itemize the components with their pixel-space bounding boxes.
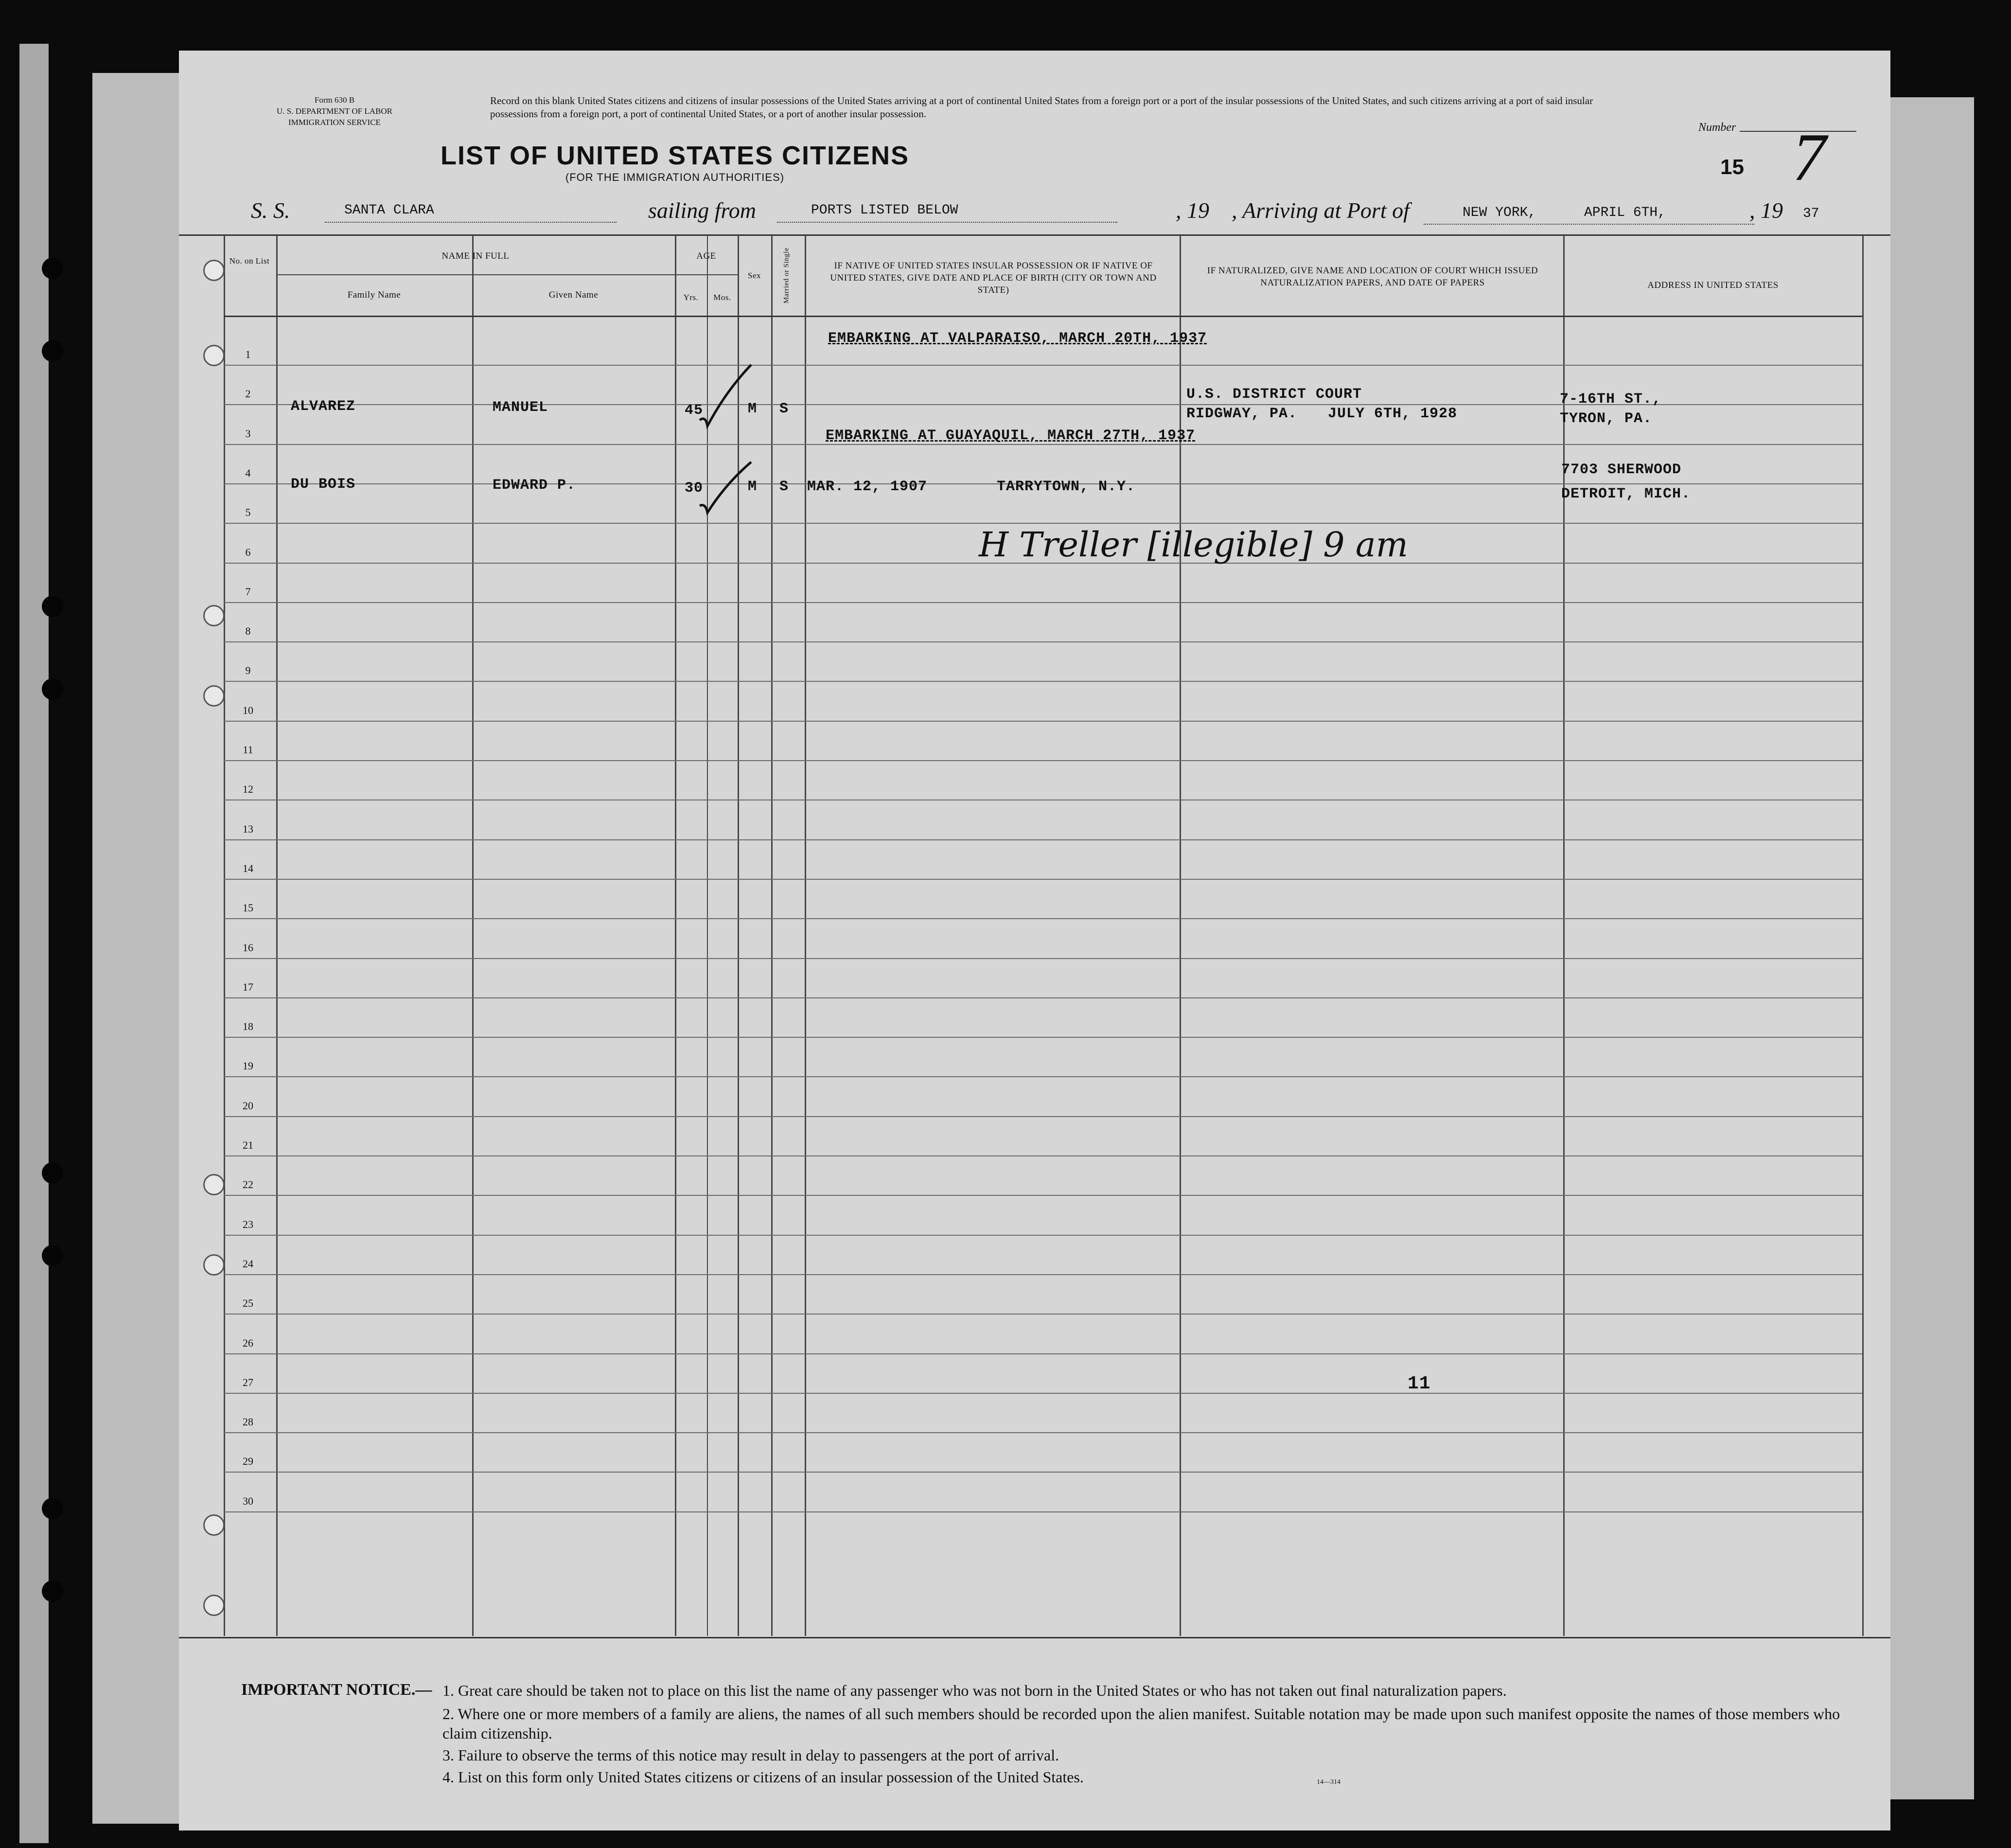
header-mos: Mos. <box>713 293 731 302</box>
row4-given-name: EDWARD P. <box>493 477 576 494</box>
page-number: 15 <box>1720 155 1744 179</box>
row-number: 26 <box>243 1337 253 1349</box>
row-number: 22 <box>243 1178 253 1191</box>
punch-hole <box>203 685 225 707</box>
row-number: 21 <box>243 1139 253 1151</box>
row4-address-city: DETROIT, MICH. <box>1561 486 1691 502</box>
row-rule <box>224 1116 1862 1117</box>
row4-birth-place: TARRYTOWN, N.Y. <box>997 479 1136 495</box>
row-number: 1 <box>245 348 251 360</box>
row-number: 24 <box>243 1258 253 1270</box>
arrival-year: 37 <box>1803 206 1819 221</box>
row-rule <box>224 1511 1862 1512</box>
ss-label: S. S. <box>251 198 290 223</box>
row-rule <box>224 1472 1862 1473</box>
notice-item: 1. Great care should be taken not to place on this list the name of any passenger who was not born in the United States or who has not taken out final naturalization papers. <box>442 1682 1507 1699</box>
row-number: 20 <box>243 1100 253 1112</box>
form-id <box>262 94 407 128</box>
number-label: Number <box>1698 121 1736 134</box>
binder-hole <box>42 1245 63 1266</box>
row-rule <box>224 1353 1862 1354</box>
row-number: 18 <box>243 1020 253 1032</box>
row-number: 29 <box>243 1455 253 1467</box>
header-married-single: Married or Single <box>782 247 791 304</box>
handwritten-note: H Treller [illegible] 9 am <box>979 525 1408 565</box>
form-number: Form 630 B <box>314 95 355 105</box>
row-rule <box>224 1432 1862 1433</box>
header-sex: Sex <box>748 271 761 280</box>
back-sheet-left <box>19 44 49 1843</box>
check-mark-icon <box>697 362 758 430</box>
row-number: 5 <box>245 506 251 518</box>
punch-hole <box>203 345 225 366</box>
embarking-valparaiso: EMBARKING AT VALPARAISO, MARCH 20TH, 1937 <box>828 330 1207 347</box>
name-header-rule <box>276 274 675 275</box>
row-number: 23 <box>243 1218 253 1230</box>
header-birth: IF NATIVE OF UNITED STATES INSULAR POSSESSION OR IF NATIVE OF UNITED STATES, GIVE DATE AND PLACE OF BIRTH (CITY OR TOWN AND STATE) <box>830 261 1157 295</box>
year-label-1: , 19 <box>1176 198 1209 223</box>
punch-hole <box>203 605 225 626</box>
arrival-date: APRIL 6TH, <box>1584 205 1666 220</box>
header-bottom-rule <box>224 316 1862 317</box>
row4-birth-date: MAR. 12, 1907 <box>807 479 928 495</box>
back-sheet-left-2 <box>92 73 190 1824</box>
row4-age: 30 <box>685 480 704 497</box>
punch-hole <box>203 1174 225 1195</box>
punch-hole <box>203 1595 225 1616</box>
binder-hole <box>42 596 63 617</box>
row2-marital: S <box>779 401 789 417</box>
row-rule <box>224 997 1862 998</box>
arrival-underline <box>1424 224 1754 225</box>
row4-marital: S <box>779 479 789 495</box>
row-rule <box>224 918 1862 919</box>
row-number: 13 <box>243 823 253 835</box>
row-rule <box>224 721 1862 722</box>
arriving-label: , Arriving at Port of <box>1232 198 1410 223</box>
page-subtitle: (FOR THE IMMIGRATION AUTHORITIES) <box>565 171 785 183</box>
col-divider-no <box>224 235 225 1636</box>
binder-hole <box>42 1498 63 1519</box>
notice-item: 3. Failure to observe the terms of this notice may result in delay to passengers at the port of arrival. <box>442 1746 1059 1764</box>
header-given-name: Given Name <box>548 290 599 300</box>
form-instructions: Record on this blank United States citizens and citizens of insular possessions of the United States arriving at a port of continental United States from a foreign port or a port of the insular possessions of the United States, and such citizens arriving at a port of said insular possessions from a foreign port, a port of continental United States, or a port of another insular possession. <box>490 95 1593 120</box>
header-naturalized: IF NATURALIZED, GIVE NAME AND LOCATION OF COURT WHICH ISSUED NATURALIZATION PAPERS, AND DATE OF PAPERS <box>1207 266 1538 288</box>
sailing-from: PORTS LISTED BELOW <box>811 203 958 218</box>
row-number: 7 <box>245 586 251 598</box>
back-sheet-right <box>1887 97 1974 1799</box>
row4-sex: M <box>748 479 758 495</box>
binder-hole <box>42 1581 63 1602</box>
row2-court: U.S. DISTRICT COURT <box>1186 386 1362 403</box>
row-rule <box>224 523 1862 524</box>
col-divider-naturalized <box>1180 235 1181 1636</box>
punch-hole <box>203 1514 225 1536</box>
col-divider-birth <box>805 235 806 1636</box>
row-number: 8 <box>245 625 251 637</box>
row-number: 6 <box>245 546 251 558</box>
form-department: U. S. DEPARTMENT OF LABOR <box>277 107 392 116</box>
row-rule <box>224 1314 1862 1315</box>
binder-hole <box>42 258 63 279</box>
year-label-2: , 19 <box>1749 198 1783 223</box>
row-rule <box>224 641 1862 642</box>
col-divider-age <box>675 235 676 1636</box>
row-number: 11 <box>243 744 253 756</box>
header-address: ADDRESS IN UNITED STATES <box>1647 280 1779 290</box>
row-number: 15 <box>243 902 253 914</box>
notice-title: IMPORTANT NOTICE.— <box>241 1681 432 1699</box>
row-rule <box>224 839 1862 840</box>
row-rule <box>224 1076 1862 1077</box>
row2-family-name: ALVAREZ <box>291 398 356 415</box>
manifest-page <box>179 51 1890 1830</box>
row-number: 25 <box>243 1297 253 1309</box>
header-no-on-list: No. on List <box>229 256 270 266</box>
binder-hole <box>42 340 63 362</box>
row2-given-name: MANUEL <box>493 399 548 416</box>
table-bottom-border <box>179 1637 1890 1638</box>
header-age: AGE <box>696 251 716 261</box>
manifest-number: 7 <box>1792 120 1826 195</box>
sailing-from-label: sailing from <box>648 198 756 223</box>
embarking-guayaquil: EMBARKING AT GUAYAQUIL, MARCH 27TH, 1937 <box>826 427 1196 444</box>
header-yrs: Yrs. <box>683 293 699 302</box>
header-family-name: Family Name <box>347 290 401 300</box>
col-divider-sex <box>738 235 739 1636</box>
header-name-in-full: NAME IN FULL <box>441 251 510 261</box>
row-rule <box>224 681 1862 682</box>
form-service: IMMIGRATION SERVICE <box>288 118 381 127</box>
row-number: 19 <box>243 1060 253 1072</box>
row2-court-location: RIDGWAY, PA. <box>1186 406 1298 422</box>
row2-age: 45 <box>685 402 704 419</box>
row-rule <box>224 1155 1862 1156</box>
ship-underline <box>325 222 617 223</box>
notice-item: 2. Where one or more members of a family are aliens, the names of all such members should be recorded upon the alien manifest. Suitable notation may be made upon such manifest opposite the names of those members who claim citizenship. <box>442 1705 1840 1742</box>
age-header-rule <box>675 274 738 275</box>
row2-court-date: JULY 6TH, 1928 <box>1328 406 1458 422</box>
ship-name: SANTA CLARA <box>344 203 434 218</box>
binder-hole <box>42 678 63 700</box>
row-number: 9 <box>245 664 251 676</box>
check-mark-icon <box>697 459 758 517</box>
row-number: 27 <box>243 1376 253 1388</box>
row-number: 14 <box>243 862 253 874</box>
punch-hole <box>203 1254 225 1276</box>
row-number: 10 <box>243 704 253 716</box>
sailing-underline <box>777 222 1117 223</box>
col-divider-given <box>472 235 474 1636</box>
row-number: 4 <box>245 467 251 479</box>
col-divider-address <box>1563 235 1565 1636</box>
row-rule <box>224 879 1862 880</box>
row-rule <box>224 365 1862 366</box>
notice-item: 4. List on this form only United States citizens or citizens of an insular possession of the United States. <box>442 1768 1084 1786</box>
row-rule <box>224 1037 1862 1038</box>
arrival-port: NEW YORK, <box>1463 205 1536 220</box>
row-rule <box>224 1393 1862 1394</box>
row-rule <box>224 1195 1862 1196</box>
row2-address-street: 7-16TH ST., <box>1560 391 1662 408</box>
print-code: 14—314 <box>1317 1778 1341 1786</box>
col-divider-marital <box>771 235 773 1636</box>
row2-address-city: TYRON, PA. <box>1560 410 1653 427</box>
col-divider-end <box>1862 235 1864 1636</box>
row-rule <box>224 1274 1862 1275</box>
row-rule <box>224 1235 1862 1236</box>
row-number: 12 <box>243 783 253 795</box>
row-number: 16 <box>243 942 253 954</box>
row-rule <box>224 760 1862 761</box>
row2-sex: M <box>748 401 758 417</box>
row-number: 17 <box>243 981 253 993</box>
page-title: LIST OF UNITED STATES CITIZENS <box>441 141 909 170</box>
stamp-count: 11 <box>1408 1373 1431 1394</box>
row-rule <box>224 602 1862 603</box>
row-number: 3 <box>245 427 251 440</box>
col-divider-mos <box>707 235 708 1636</box>
col-divider-family <box>276 235 278 1636</box>
row-rule <box>224 958 1862 959</box>
binder-hole <box>42 1162 63 1184</box>
row-number: 30 <box>243 1495 253 1507</box>
table-top-border <box>179 234 1890 236</box>
row-rule <box>224 444 1862 445</box>
row-number: 2 <box>245 388 251 400</box>
row4-family-name: DU BOIS <box>291 476 356 493</box>
row-number: 28 <box>243 1416 253 1428</box>
punch-hole <box>203 260 225 281</box>
row4-address-street: 7703 SHERWOOD <box>1561 462 1682 478</box>
